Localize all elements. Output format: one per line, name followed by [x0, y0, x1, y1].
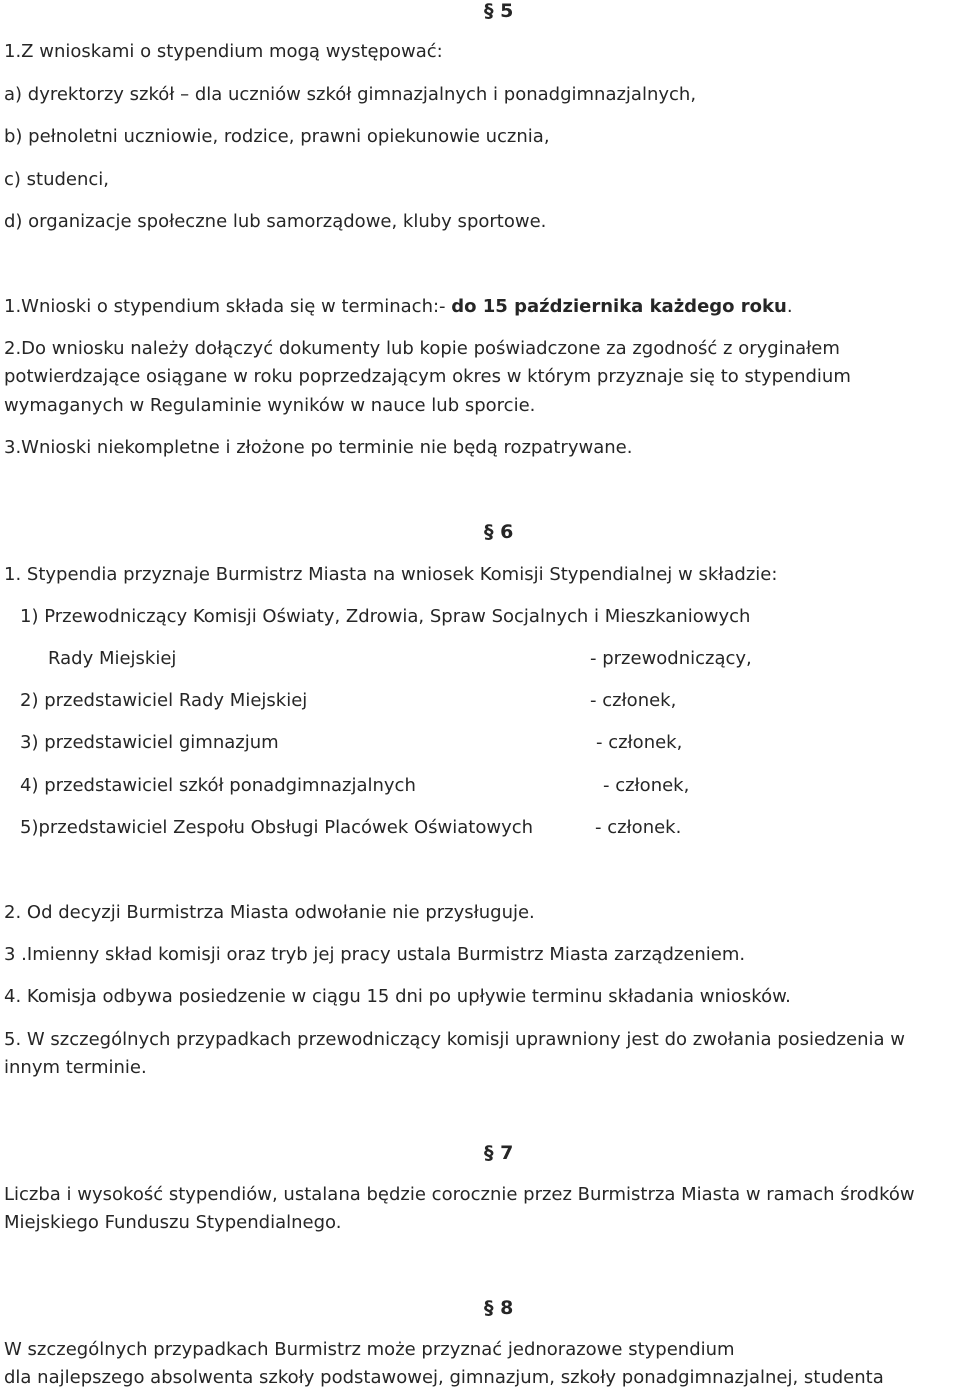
member-5-role: - członek.: [595, 817, 682, 838]
member-3-name: 3) przedstawiciel gimnazjum: [20, 732, 279, 753]
member-2-role: - członek,: [590, 690, 677, 711]
deadline-prefix: 1.Wnioski o stypendium składa się w terminach:-: [4, 296, 452, 317]
list-item-b: b) pełnoletni uczniowie, rodzice, prawni opiekunowie ucznia,: [4, 126, 550, 147]
documents-paragraph-line-1: 2.Do wniosku należy dołączyć dokumenty lub kopie poświadczone za zgodność z oryginałem: [4, 338, 840, 359]
section-5-heading: § 5: [484, 0, 514, 22]
member-5-name: 5)przedstawiciel Zespołu Obsługi Placówek Oświatowych: [20, 817, 534, 838]
member-4-role: - członek,: [603, 775, 690, 796]
documents-paragraph-line-2: potwierdzające osiągane w roku poprzedzającym okres w którym przyznaje się to stypendium: [4, 366, 851, 387]
section-8-line-2: dla najlepszego absolwenta szkoły podstawowej, gimnazjum, szkoły ponadgimnazjalnej, studenta: [4, 1367, 884, 1388]
documents-paragraph-line-3: wymaganych w Regulaminie wyników w nauce lub sporcie.: [4, 395, 536, 416]
member-1-line-1: 1) Przewodniczący Komisji Oświaty, Zdrowia, Spraw Socjalnych i Mieszkaniowych: [20, 606, 751, 627]
section-7-heading: § 7: [484, 1142, 514, 1164]
incomplete-paragraph: 3.Wnioski niekompletne i złożone po terminie nie będą rozpatrywane.: [4, 437, 633, 458]
appeal-paragraph: 2. Od decyzji Burmistrza Miasta odwołanie nie przysługuje.: [4, 902, 535, 923]
member-1-role: - przewodniczący,: [590, 648, 752, 669]
section-6-heading: § 6: [484, 521, 514, 543]
meeting-paragraph: 4. Komisja odbywa posiedzenie w ciągu 15 dni po upływie terminu składania wniosków.: [4, 986, 791, 1007]
section-8-heading: § 8: [484, 1297, 514, 1319]
member-2-name: 2) przedstawiciel Rady Miejskiej: [20, 690, 308, 711]
list-item-d: d) organizacje społeczne lub samorządowe, kluby sportowe.: [4, 211, 547, 232]
deadline-end: .: [786, 296, 793, 317]
member-1-line-2: Rady Miejskiej: [48, 648, 177, 669]
section-6-intro: 1. Stypendia przyznaje Burmistrz Miasta na wniosek Komisji Stypendialnej w składzie:: [4, 564, 778, 585]
composition-paragraph: 3 .Imienny skład komisji oraz tryb jej pracy ustala Burmistrz Miasta zarządzeniem.: [4, 944, 746, 965]
special-cases-line-1: 5. W szczególnych przypadkach przewodniczący komisji uprawniony jest do zwołania posiedzenia w: [4, 1029, 905, 1050]
member-3-role: - członek,: [596, 732, 683, 753]
list-item-c: c) studenci,: [4, 169, 110, 190]
deadline-paragraph: [4, 298, 793, 316]
section-7-line-1: Liczba i wysokość stypendiów, ustalana będzie corocznie przez Burmistrza Miasta w ramach środków: [4, 1184, 915, 1205]
list-item-a: a) dyrektorzy szkół – dla uczniów szkół gimnazjalnych i ponadgimnazjalnych,: [4, 84, 697, 105]
deadline-date: do 15 października każdego roku: [451, 296, 787, 317]
member-4-name: 4) przedstawiciel szkół ponadgimnazjalnych: [20, 775, 416, 796]
special-cases-line-2: innym terminie.: [4, 1057, 147, 1078]
section-5-intro: 1.Z wnioskami o stypendium mogą występować:: [4, 41, 443, 62]
section-8-line-1: W szczególnych przypadkach Burmistrz może przyznać jednorazowe stypendium: [4, 1339, 735, 1360]
section-7-line-2: Miejskiego Funduszu Stypendialnego.: [4, 1212, 342, 1233]
